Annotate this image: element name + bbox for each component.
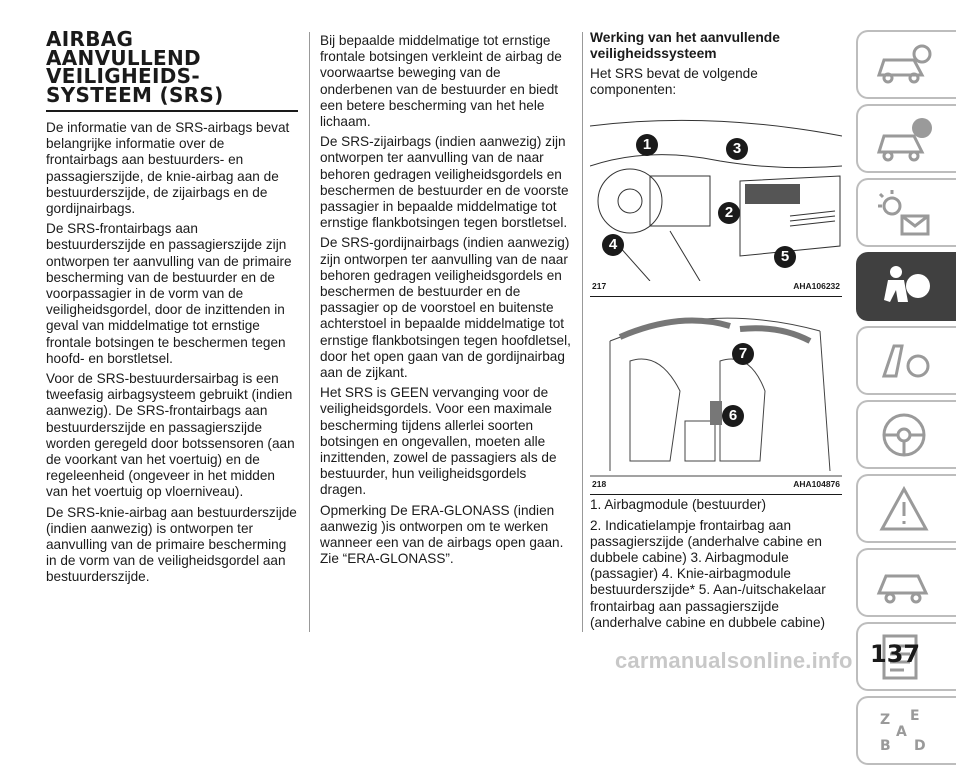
caption-item: 1. Airbagmodule (bestuurder) <box>590 497 767 513</box>
watermark: carmanualsonline.info <box>615 648 853 673</box>
figure-number: 218 <box>592 479 607 490</box>
callout-marker: 2 <box>718 202 740 224</box>
paragraph: Voor de SRS-bestuurdersairbag is een tweefasig airbagsysteem gebruikt (indien aanwezig). De SRS-frontairbags aan bestuurderszijde en passagierszijde worden geregeld door botssensoren (aan de voorkant van het voertuig) en de regeleenheid (ongeveer in het midden van het voertuig op vloerniveau). <box>46 371 295 500</box>
svg-text:Z: Z <box>880 712 891 728</box>
tab-car-info-circle[interactable] <box>856 104 956 173</box>
callout-marker: 6 <box>722 405 744 427</box>
maintenance-car-icon <box>874 558 934 608</box>
paragraph: De SRS-frontairbags aan bestuurderszijde en passagierszijde zijn ontworpen ter aanvulling van de primaire bescherming van de bestuurder en de voorpassagier in de vorm van de veiligheidsgordel, door de inzittenden in geval van middelmatige tot ernstige frontale botsingen te beschermen tegen hoofd- en borstletsel. <box>46 221 292 366</box>
figure-dashboard-airbags <box>590 106 842 297</box>
svg-text:D: D <box>914 738 926 754</box>
heading-line: AANVULLEND <box>46 45 201 70</box>
paragraph: Opmerking De ERA-GLONASS (indien aanwezig )is ontworpen om te werken wanneer een van de airbags open gaan. Zie “ERA-GLONASS”. <box>320 502 564 567</box>
tab-emergency[interactable] <box>856 474 956 543</box>
paragraph: Bij bepaalde middelmatige tot ernstige frontale botsingen verkleint de airbag de voorwaartse beweging van de onderbenen van de bestuurder en biedt een betere bescherming van het hele lichaam. <box>320 33 562 130</box>
svg-text:E: E <box>910 708 920 724</box>
car-info-icon <box>874 40 934 90</box>
callout-marker: 5 <box>774 246 796 268</box>
emergency-icon <box>874 484 934 534</box>
figure-code: AHA104876 <box>793 479 840 490</box>
starting-driving-icon <box>874 336 934 386</box>
tab-warning-lights[interactable] <box>856 178 956 247</box>
column-left <box>46 27 298 590</box>
page-number: 137 <box>870 640 921 668</box>
figure-curtain-side-airbags <box>590 301 842 495</box>
warning-lights-icon <box>874 188 934 238</box>
column-divider <box>582 32 583 632</box>
caption-item: 2. Indicatielampje frontairbag aan passagierszijde (anderhalve cabine en dubbele cabine) 3. Airbagmodule (passagier) 4. Knie-airbagmodule bestuurderszijde* 5. Aan-/uitschakelaar frontairbag aan passagierszijde (anderhalve cabine en dubbele cabine) <box>590 517 826 630</box>
figure-number: 217 <box>592 281 607 292</box>
svg-text:B: B <box>880 738 891 754</box>
subheading: Werking van het aanvullende veiligheidssysteem <box>590 30 780 61</box>
tab-steering-wheel[interactable] <box>856 400 956 469</box>
callout-marker: 1 <box>636 134 658 156</box>
paragraph: De SRS-zijairbags (indien aanwezig) zijn ontworpen ter aanvulling van de naar behoren gedragen veiligheidsgordels en beschermen de bestuurder en de voorste passagier in bepaalde middelmatige tot ernstige flankbotsingen tegen borstletsel. <box>320 134 569 231</box>
cabin-illustration <box>590 301 842 481</box>
car-info-circle-icon <box>874 114 934 164</box>
callout-marker: 4 <box>602 234 624 256</box>
steering-wheel-icon <box>874 410 934 460</box>
svg-text:A: A <box>896 724 907 740</box>
paragraph: De SRS-knie-airbag aan bestuurderszijde (indien aanwezig) is ontworpen ter aanvulling van de primaire bescherming in de vorm van de veiligheidsgordel aan bestuurderszijde. <box>46 504 297 585</box>
heading-line: SYSTEEM (SRS) <box>46 82 224 107</box>
figure-code: AHA106232 <box>793 281 840 292</box>
tab-starting-driving[interactable] <box>856 326 956 395</box>
column-divider <box>309 32 310 632</box>
column-right <box>590 30 842 635</box>
callout-marker: 3 <box>726 138 748 160</box>
paragraph: Het SRS is GEEN vervanging voor de veiligheidsgordels. Voor een maximale bescherming tijdens allerlei soorten botsingen en ongevallen, moeten alle inzittenden, zowel de passagiers als de bestuurder, hun veiligheidsgordels dragen. <box>320 385 557 498</box>
paragraph: De informatie van de SRS-airbags bevat belangrijke informatie over de frontairbags aan bestuurders- en passagierszijde, de knie-airbag aan de bestuurderszijde, de zijairbags en de gordijnairbags. <box>46 120 290 217</box>
heading-rule <box>46 110 298 112</box>
tab-maintenance-car[interactable] <box>856 548 956 617</box>
section-heading <box>46 27 298 107</box>
callout-marker: 7 <box>732 343 754 365</box>
column-middle <box>320 33 576 572</box>
intro-text: Het SRS bevat de volgende componenten: <box>590 66 758 98</box>
tab-alphabetical-index[interactable] <box>856 696 956 765</box>
dashboard-illustration <box>590 106 842 281</box>
paragraph: De SRS-gordijnairbags (indien aanwezig) zijn ontworpen ter aanvulling van de naar behoren gedragen veiligheidsgordels en beschermen de bestuurder en de passagier op de voorstoel en buitenste achterstoel in bepaalde middelmatige tot ernstige flankbotsingen tegen hoofdletsel, door het open gaan van de gordijnairbag aan de zijkant. <box>320 235 571 381</box>
alphabetical-index-icon <box>874 706 934 756</box>
airbag-safety-icon <box>874 262 934 312</box>
figure-captions <box>590 497 842 631</box>
tab-airbag-safety[interactable] <box>856 252 956 321</box>
tab-car-info[interactable] <box>856 30 956 99</box>
heading-line: AIRBAG <box>46 27 134 51</box>
heading-line: VEILIGHEIDS- <box>46 64 200 88</box>
